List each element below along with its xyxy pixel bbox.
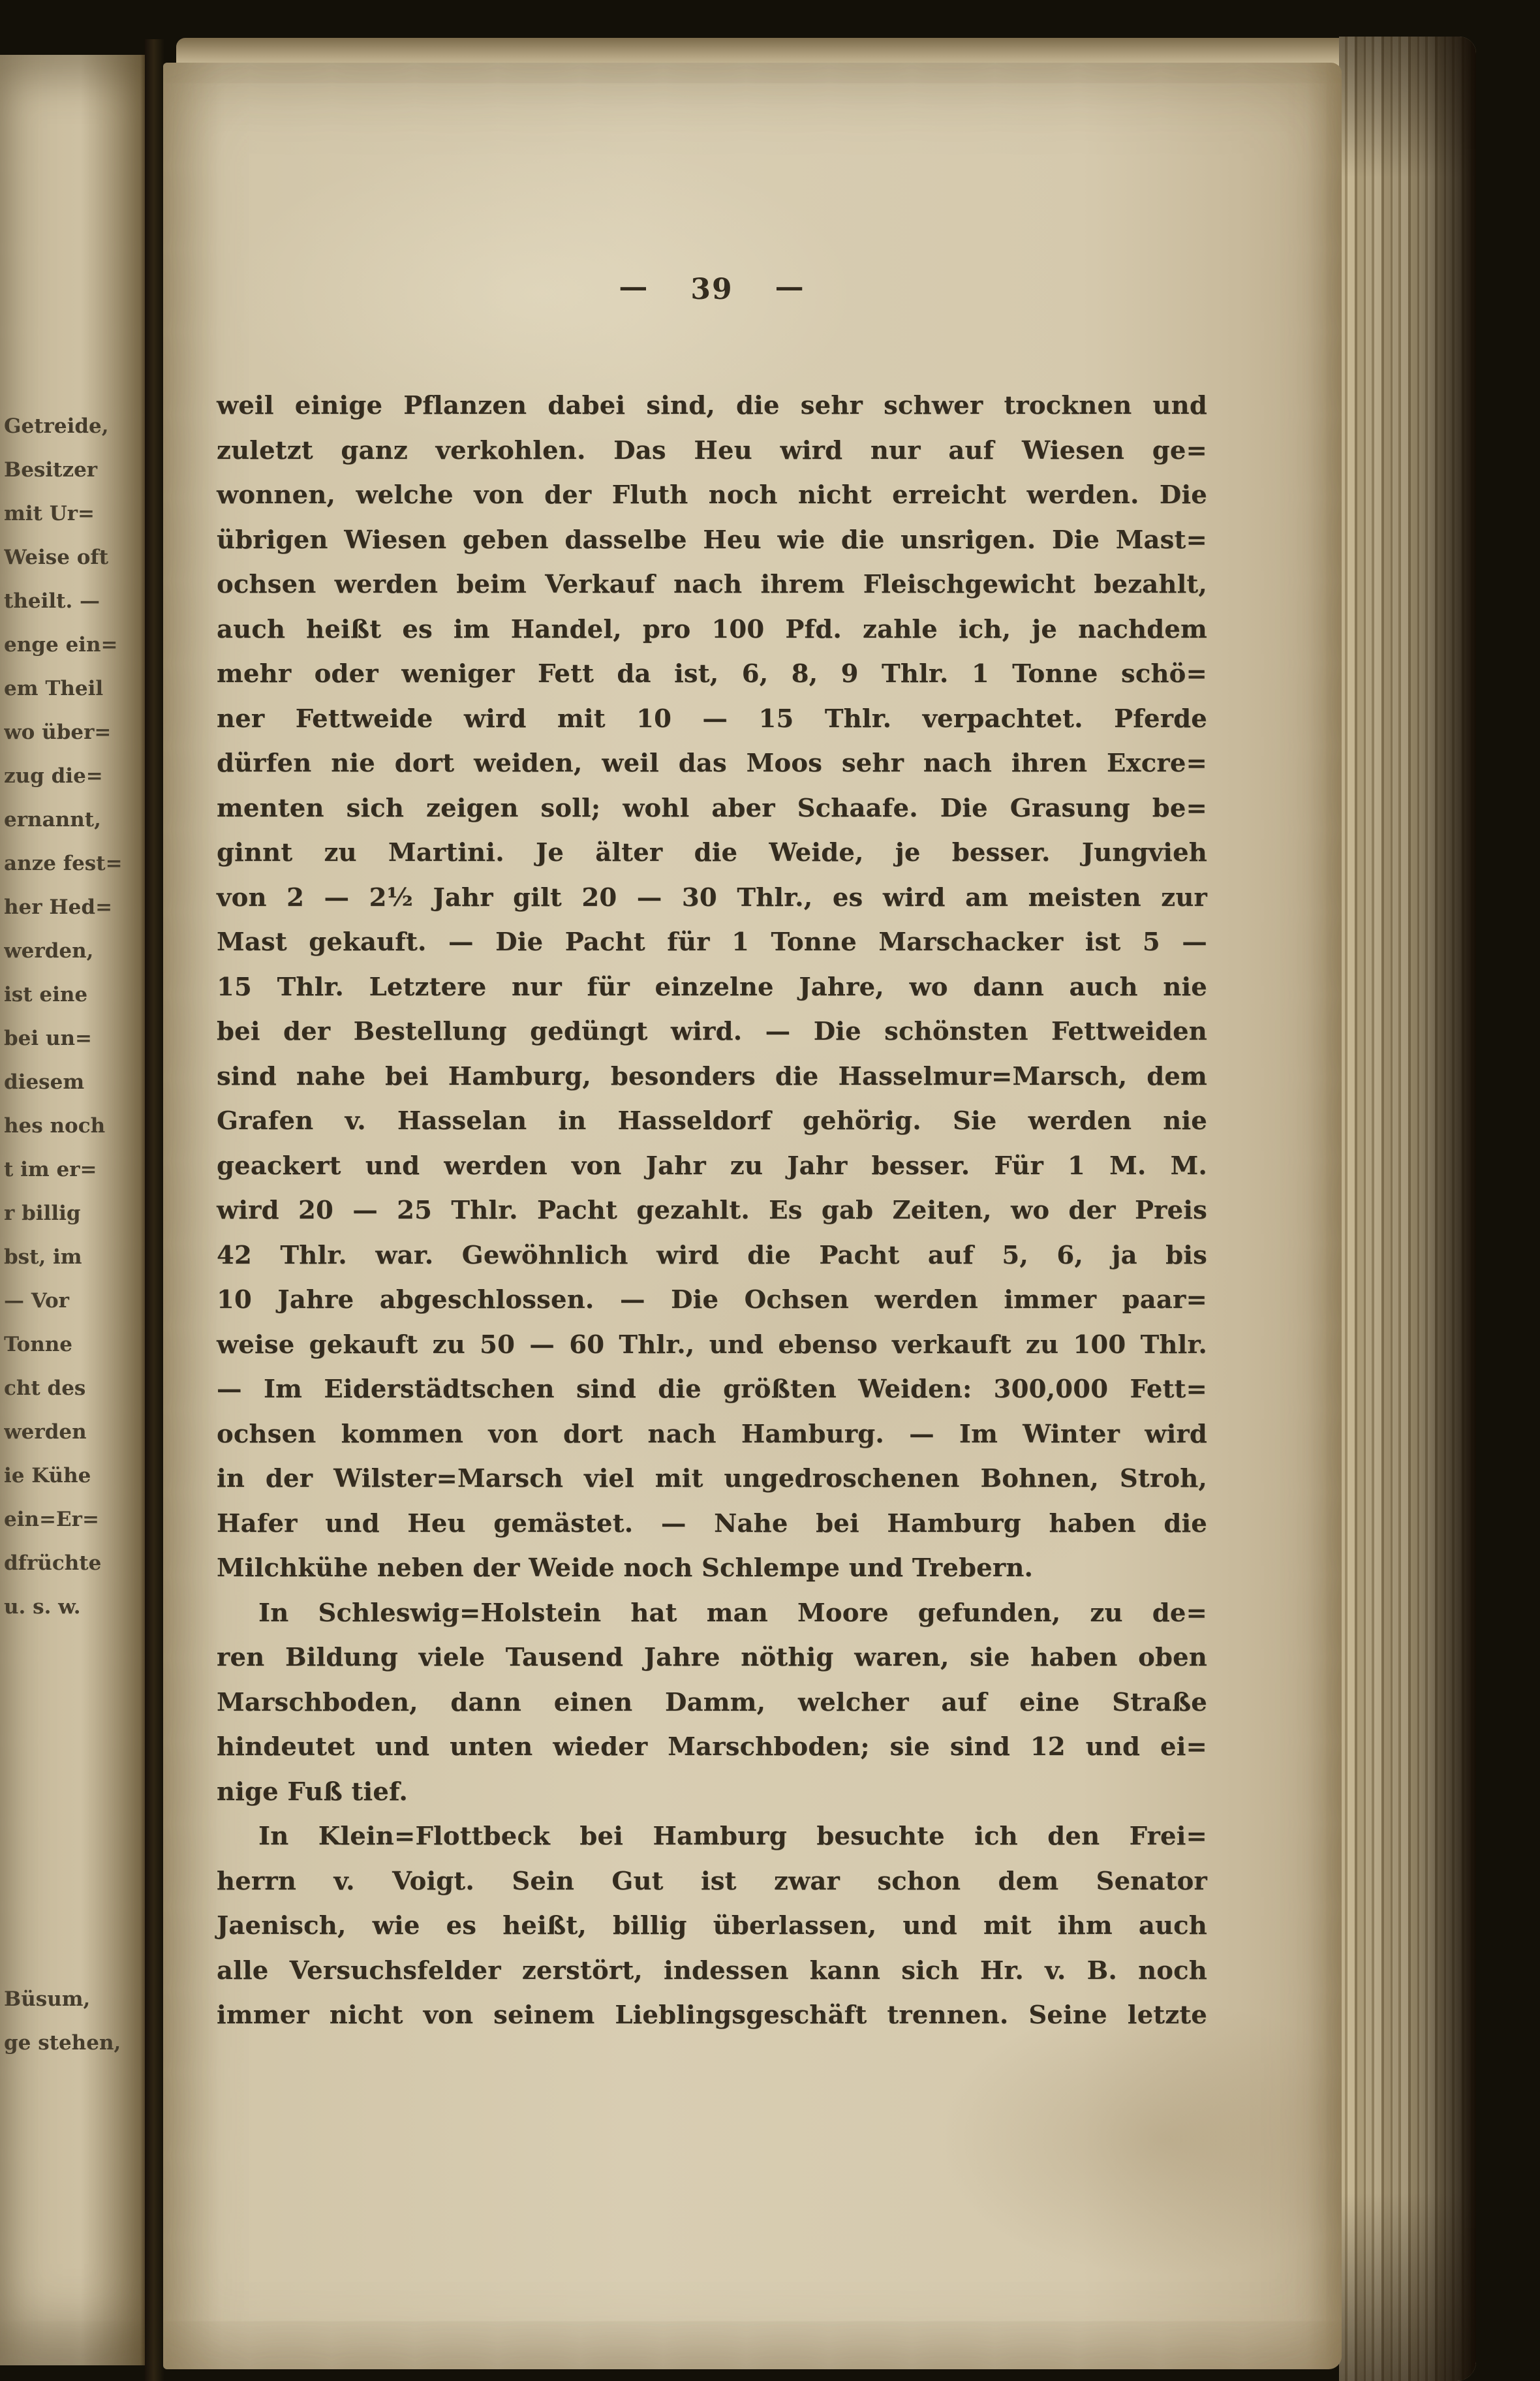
margin-fragment-line: diesem — [4, 1070, 85, 1094]
margin-fragment-line: bei un= — [4, 1027, 93, 1050]
paragraph — [217, 1591, 1207, 1815]
body-text — [217, 384, 1207, 2038]
margin-fragment-line: Weise oft — [4, 546, 109, 569]
page-number — [217, 270, 1207, 306]
text-line: ren Bildung viele Tausend Jahre nöthig waren, sie haben oben — [217, 1643, 1207, 1672]
text-line: 42 Thlr. war. Gewöhnlich wird die Pacht auf 5, 6, ja bis — [217, 1240, 1207, 1270]
text-line: weise gekauft zu 50 — 60 Thlr., und ebenso verkauft zu 100 Thlr. — [217, 1330, 1207, 1360]
text-line: In Schleswig=Holstein hat man Moore gefunden, zu de= — [258, 1598, 1207, 1628]
text-line: ochsen kommen von dort nach Hamburg. — Im Winter wird — [217, 1419, 1207, 1449]
text-line: menten sich zeigen soll; wohl aber Schaafe. Die Grasung be= — [217, 793, 1207, 823]
margin-fragment-line: ge stehen, — [4, 2031, 121, 2055]
text-line: bei der Bestellung gedüngt wird. — Die schönsten Fettweiden — [217, 1017, 1207, 1046]
margin-fragment-line: anze fest= — [4, 852, 123, 875]
text-line: wird 20 — 25 Thlr. Pacht gezahlt. Es gab Zeiten, wo der Preis — [217, 1196, 1207, 1225]
text-line: hindeutet und unten wieder Marschboden; sie sind 12 und ei= — [217, 1732, 1207, 1762]
margin-fragment-line: ein=Er= — [4, 1508, 99, 1531]
left-margin-fragments-bottom — [4, 1978, 127, 2065]
text-line: nige Fuß tief. — [217, 1777, 408, 1807]
text-line: herrn v. Voigt. Sein Gut ist zwar schon dem Senator — [217, 1866, 1207, 1896]
paragraph — [217, 384, 1207, 1591]
text-line: sind nahe bei Hamburg, besonders die Hasselmur=Marsch, dem — [217, 1061, 1207, 1091]
margin-fragment-line: theilt. — — [4, 589, 100, 613]
margin-fragment-line: ernannt, — [4, 808, 101, 832]
paragraph — [217, 1814, 1207, 2038]
book-page — [163, 63, 1342, 2369]
text-line: In Klein=Flottbeck bei Hamburg besuchte ich den Frei= — [258, 1822, 1207, 1851]
margin-fragment-line: dfrüchte — [4, 1551, 102, 1575]
text-line: in der Wilster=Marsch viel mit ungedroschenen Bohnen, Stroh, — [217, 1464, 1207, 1493]
text-line: mehr oder weniger Fett da ist, 6, 8, 9 Thlr. 1 Tonne schö= — [217, 659, 1207, 689]
text-line: — Im Eiderstädtschen sind die größten Weiden: 300,000 Fett= — [217, 1375, 1207, 1404]
margin-fragment-line: ist eine — [4, 983, 88, 1006]
text-line: Jaenisch, wie es heißt, billig überlassen, und mit ihm auch — [217, 1911, 1207, 1940]
margin-fragment-line: wo über= — [4, 721, 112, 744]
page-number-dash-right: — — [775, 270, 805, 303]
text-line: 10 Jahre abgeschlossen. — Die Ochsen werden immer paar= — [217, 1285, 1207, 1315]
margin-fragment-line: Tonne — [4, 1333, 72, 1356]
margin-fragment-line: ie Kühe — [4, 1464, 91, 1487]
margin-fragment-line: t im er= — [4, 1158, 97, 1181]
text-line: 15 Thlr. Letztere nur für einzelne Jahre, wo dann auch nie — [217, 972, 1207, 1002]
text-line: Marschboden, dann einen Damm, welcher auf eine Straße — [217, 1687, 1207, 1717]
margin-fragment-line: — Vor — [4, 1289, 70, 1313]
facing-page-sliver — [0, 55, 146, 2365]
margin-fragment-line: Besitzer — [4, 458, 98, 482]
margin-fragment-line: her Hed= — [4, 895, 113, 919]
text-line: alle Versuchsfelder zerstört, indessen kann sich Hr. v. B. noch — [217, 1955, 1207, 1985]
text-line: dürfen nie dort weiden, weil das Moos sehr nach ihren Excre= — [217, 749, 1207, 778]
text-line: ner Fettweide wird mit 10 — 15 Thlr. verpachtet. Pferde — [217, 704, 1207, 734]
text-line: Milchkühe neben der Weide noch Schlempe und Trebern. — [217, 1553, 1034, 1583]
text-line: wonnen, welche von der Fluth noch nicht erreicht werden. Die — [217, 480, 1207, 510]
margin-fragment-line: werden — [4, 1420, 87, 1444]
margin-fragment-line: hes noch — [4, 1114, 106, 1138]
margin-fragment-line: zug die= — [4, 764, 103, 788]
margin-fragment-line: r billig — [4, 1202, 81, 1225]
margin-fragment-line: bst, im — [4, 1245, 82, 1269]
text-line: zuletzt ganz verkohlen. Das Heu wird nur auf Wiesen ge= — [217, 435, 1207, 465]
book-gutter-shadow — [145, 39, 164, 2381]
text-line: immer nicht von seinem Lieblingsgeschäft trennen. Seine letzte — [217, 2000, 1207, 2030]
text-line: Hafer und Heu gemästet. — Nahe bei Hamburg haben die — [217, 1508, 1207, 1538]
margin-fragment-line: em Theil — [4, 677, 104, 700]
text-line: auch heißt es im Handel, pro 100 Pfd. zahle ich, je nachdem — [217, 614, 1207, 644]
text-line: von 2 — 2½ Jahr gilt 20 — 30 Thlr., es wird am meisten zur — [217, 882, 1207, 912]
text-line: weil einige Pflanzen dabei sind, die sehr schwer trocknen und — [217, 391, 1207, 420]
margin-fragment-line: cht des — [4, 1377, 86, 1400]
margin-fragment-line: Büsum, — [4, 1987, 91, 2011]
margin-fragment-line: mit Ur= — [4, 502, 95, 525]
margin-fragment-line: werden, — [4, 939, 94, 963]
page-number-value: 39 — [690, 273, 733, 306]
margin-fragment-line: enge ein= — [4, 633, 118, 657]
left-margin-fragments-top — [4, 405, 127, 1629]
text-line: Mast gekauft. — Die Pacht für 1 Tonne Marschacker ist 5 — — [217, 927, 1207, 957]
margin-fragment-line: u. s. w. — [4, 1595, 81, 1619]
text-line: ginnt zu Martini. Je älter die Weide, je besser. Jungvieh — [217, 838, 1207, 867]
page-number-dash-left: — — [619, 270, 649, 303]
text-line: ochsen werden beim Verkauf nach ihrem Fleischgewicht bezahlt, — [217, 570, 1207, 599]
page-edges-shadow — [1339, 37, 1476, 2381]
text-line: geackert und werden von Jahr zu Jahr besser. Für 1 M. M. — [217, 1151, 1207, 1181]
text-line: Grafen v. Hasselan in Hasseldorf gehörig. Sie werden nie — [217, 1106, 1207, 1136]
text-line: übrigen Wiesen geben dasselbe Heu wie die unsrigen. Die Mast= — [217, 525, 1207, 555]
margin-fragment-line: Getreide, — [4, 414, 109, 438]
